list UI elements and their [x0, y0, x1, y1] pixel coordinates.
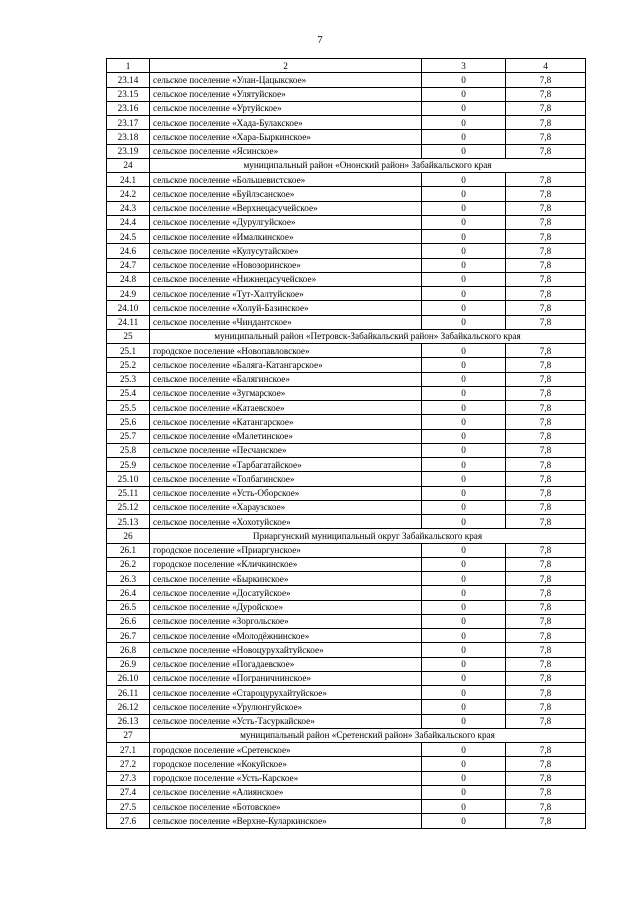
table-row	[107, 116, 586, 130]
table-row	[107, 714, 586, 728]
row-name: сельское поселение «Большевистское»	[150, 173, 422, 187]
row-number: 27.6	[107, 814, 150, 828]
row-value-3: 0	[422, 614, 506, 628]
row-name: городское поселение «Кокуйское»	[150, 757, 422, 771]
row-value-3: 0	[422, 272, 506, 286]
row-name: сельское поселение «Быркинское»	[150, 572, 422, 586]
row-name: сельское поселение «Тарбагатайское»	[150, 458, 422, 472]
row-value-4: 7,8	[506, 386, 586, 400]
row-value-4: 7,8	[506, 643, 586, 657]
header-cell-4: 4	[506, 59, 586, 73]
table-row	[107, 386, 586, 400]
row-name: сельское поселение «Усть-Оборское»	[150, 486, 422, 500]
row-number: 24.9	[107, 287, 150, 301]
group-number: 26	[107, 529, 150, 543]
group-row	[107, 329, 586, 343]
row-number: 25.9	[107, 458, 150, 472]
row-value-4: 7,8	[506, 472, 586, 486]
row-value-4: 7,8	[506, 771, 586, 785]
row-name: сельское поселение «Буйлэсанское»	[150, 187, 422, 201]
table-row	[107, 415, 586, 429]
table-row	[107, 272, 586, 286]
row-value-3: 0	[422, 130, 506, 144]
group-row	[107, 728, 586, 742]
table-row	[107, 301, 586, 315]
row-number: 25.13	[107, 515, 150, 529]
row-name: сельское поселение «Баляга-Катангарское»	[150, 358, 422, 372]
row-value-4: 7,8	[506, 743, 586, 757]
row-value-4: 7,8	[506, 757, 586, 771]
row-value-3: 0	[422, 543, 506, 557]
row-value-3: 0	[422, 814, 506, 828]
row-number: 26.13	[107, 714, 150, 728]
row-value-3: 0	[422, 144, 506, 158]
row-number: 24.1	[107, 173, 150, 187]
table-row	[107, 130, 586, 144]
row-value-3: 0	[422, 73, 506, 87]
table-row	[107, 671, 586, 685]
row-name: сельское поселение «Верхне-Куларкинское»	[150, 814, 422, 828]
row-number: 26.7	[107, 629, 150, 643]
row-value-3: 0	[422, 372, 506, 386]
row-number: 24.10	[107, 301, 150, 315]
table-row	[107, 785, 586, 799]
row-number: 26.4	[107, 586, 150, 600]
row-value-4: 7,8	[506, 557, 586, 571]
row-number: 24.8	[107, 272, 150, 286]
page-number: 7	[317, 34, 323, 46]
row-number: 24.2	[107, 187, 150, 201]
row-value-3: 0	[422, 386, 506, 400]
table-row	[107, 358, 586, 372]
row-value-4: 7,8	[506, 173, 586, 187]
row-number: 26.3	[107, 572, 150, 586]
row-name: сельское поселение «Пограничнинское»	[150, 671, 422, 685]
row-value-4: 7,8	[506, 401, 586, 415]
row-value-3: 0	[422, 629, 506, 643]
row-value-4: 7,8	[506, 116, 586, 130]
row-name: сельское поселение «Новозоринское»	[150, 258, 422, 272]
row-value-3: 0	[422, 671, 506, 685]
table-row	[107, 215, 586, 229]
row-number: 27.2	[107, 757, 150, 771]
row-name: сельское поселение «Балягинское»	[150, 372, 422, 386]
row-number: 25.7	[107, 429, 150, 443]
table-row	[107, 87, 586, 101]
row-value-4: 7,8	[506, 272, 586, 286]
row-value-4: 7,8	[506, 130, 586, 144]
row-name: сельское поселение «Кулусутайское»	[150, 244, 422, 258]
row-value-3: 0	[422, 700, 506, 714]
row-number: 27.5	[107, 800, 150, 814]
table-row	[107, 500, 586, 514]
row-name: городское поселение «Сретенское»	[150, 743, 422, 757]
table-row	[107, 73, 586, 87]
row-value-3: 0	[422, 472, 506, 486]
row-name: сельское поселение «Хохотуйское»	[150, 515, 422, 529]
row-value-4: 7,8	[506, 101, 586, 115]
row-value-4: 7,8	[506, 215, 586, 229]
row-name: сельское поселение «Ясинское»	[150, 144, 422, 158]
table-row	[107, 443, 586, 457]
table-row	[107, 315, 586, 329]
row-number: 23.19	[107, 144, 150, 158]
row-value-4: 7,8	[506, 785, 586, 799]
table-row	[107, 557, 586, 571]
row-value-3: 0	[422, 244, 506, 258]
row-number: 25.2	[107, 358, 150, 372]
row-value-4: 7,8	[506, 500, 586, 514]
row-value-3: 0	[422, 557, 506, 571]
row-name: сельское поселение «Хара-Быркинское»	[150, 130, 422, 144]
table-row	[107, 101, 586, 115]
row-value-4: 7,8	[506, 486, 586, 500]
settlements-table	[106, 58, 586, 829]
row-value-4: 7,8	[506, 372, 586, 386]
row-number: 23.16	[107, 101, 150, 115]
row-name: городское поселение «Усть-Карское»	[150, 771, 422, 785]
table-row	[107, 700, 586, 714]
row-value-4: 7,8	[506, 515, 586, 529]
group-row	[107, 529, 586, 543]
row-value-3: 0	[422, 116, 506, 130]
row-value-4: 7,8	[506, 714, 586, 728]
table-row	[107, 144, 586, 158]
row-value-4: 7,8	[506, 686, 586, 700]
row-value-3: 0	[422, 743, 506, 757]
row-name: городское поселение «Новопавловское»	[150, 344, 422, 358]
row-name: сельское поселение «Верхнецасучейское»	[150, 201, 422, 215]
row-number: 25.12	[107, 500, 150, 514]
row-value-4: 7,8	[506, 657, 586, 671]
row-name: сельское поселение «Урулюнгуйское»	[150, 700, 422, 714]
row-value-3: 0	[422, 429, 506, 443]
row-number: 24.5	[107, 230, 150, 244]
row-value-4: 7,8	[506, 600, 586, 614]
row-value-3: 0	[422, 785, 506, 799]
table-row	[107, 486, 586, 500]
row-value-3: 0	[422, 230, 506, 244]
row-name: сельское поселение «Усть-Тасуркайское»	[150, 714, 422, 728]
table-row	[107, 757, 586, 771]
row-value-4: 7,8	[506, 244, 586, 258]
group-number: 27	[107, 728, 150, 742]
row-number: 23.15	[107, 87, 150, 101]
row-value-3: 0	[422, 315, 506, 329]
table-row	[107, 643, 586, 657]
table-row	[107, 187, 586, 201]
row-number: 25.6	[107, 415, 150, 429]
row-number: 27.4	[107, 785, 150, 799]
table-row	[107, 800, 586, 814]
row-name: сельское поселение «Зоргольское»	[150, 614, 422, 628]
row-value-4: 7,8	[506, 344, 586, 358]
row-value-3: 0	[422, 358, 506, 372]
row-value-3: 0	[422, 201, 506, 215]
table-row	[107, 201, 586, 215]
row-value-3: 0	[422, 714, 506, 728]
row-number: 25.3	[107, 372, 150, 386]
row-value-4: 7,8	[506, 230, 586, 244]
row-number: 24.6	[107, 244, 150, 258]
row-value-3: 0	[422, 572, 506, 586]
row-value-4: 7,8	[506, 287, 586, 301]
row-number: 24.11	[107, 315, 150, 329]
row-name: сельское поселение «Нижнецасучейское»	[150, 272, 422, 286]
row-number: 26.12	[107, 700, 150, 714]
row-value-3: 0	[422, 757, 506, 771]
row-value-3: 0	[422, 586, 506, 600]
row-value-3: 0	[422, 600, 506, 614]
row-name: сельское поселение «Холуй-Базинское»	[150, 301, 422, 315]
row-value-4: 7,8	[506, 73, 586, 87]
group-number: 25	[107, 329, 150, 343]
row-value-3: 0	[422, 657, 506, 671]
row-number: 26.11	[107, 686, 150, 700]
table-row	[107, 287, 586, 301]
row-name: сельское поселение «Досатуйское»	[150, 586, 422, 600]
row-name: сельское поселение «Улан-Цацыкское»	[150, 73, 422, 87]
row-number: 26.5	[107, 600, 150, 614]
row-value-4: 7,8	[506, 700, 586, 714]
row-value-4: 7,8	[506, 415, 586, 429]
table-row	[107, 743, 586, 757]
row-number: 25.8	[107, 443, 150, 457]
row-number: 23.17	[107, 116, 150, 130]
row-number: 26.1	[107, 543, 150, 557]
row-number: 24.3	[107, 201, 150, 215]
row-name: сельское поселение «Погадаевское»	[150, 657, 422, 671]
table-row	[107, 458, 586, 472]
row-name: сельское поселение «Хада-Булакское»	[150, 116, 422, 130]
row-value-4: 7,8	[506, 629, 586, 643]
table-row	[107, 771, 586, 785]
table-row	[107, 230, 586, 244]
row-name: сельское поселение «Уртуйское»	[150, 101, 422, 115]
row-number: 26.6	[107, 614, 150, 628]
table-row	[107, 814, 586, 828]
row-value-3: 0	[422, 173, 506, 187]
row-name: сельское поселение «Дуройское»	[150, 600, 422, 614]
table-row	[107, 173, 586, 187]
row-value-3: 0	[422, 344, 506, 358]
row-value-4: 7,8	[506, 301, 586, 315]
row-name: сельское поселение «Тут-Халтуйское»	[150, 287, 422, 301]
row-number: 25.11	[107, 486, 150, 500]
table-row	[107, 515, 586, 529]
row-value-4: 7,8	[506, 586, 586, 600]
table-row	[107, 344, 586, 358]
table-row	[107, 472, 586, 486]
row-value-4: 7,8	[506, 800, 586, 814]
row-value-3: 0	[422, 415, 506, 429]
row-name: сельское поселение «Ботовское»	[150, 800, 422, 814]
row-number: 26.2	[107, 557, 150, 571]
row-name: сельское поселение «Катангарское»	[150, 415, 422, 429]
table-row	[107, 258, 586, 272]
row-number: 25.5	[107, 401, 150, 415]
row-name: сельское поселение «Малетинское»	[150, 429, 422, 443]
header-cell-2: 2	[150, 59, 422, 73]
group-title: муниципальный район «Ононский район» Забайкальского края	[150, 158, 586, 172]
table-body	[107, 59, 586, 829]
row-value-3: 0	[422, 500, 506, 514]
row-number: 24.7	[107, 258, 150, 272]
row-name: сельское поселение «Алиянское»	[150, 785, 422, 799]
row-value-3: 0	[422, 101, 506, 115]
row-name: сельское поселение «Хараузское»	[150, 500, 422, 514]
row-number: 23.14	[107, 73, 150, 87]
row-value-4: 7,8	[506, 87, 586, 101]
row-name: сельское поселение «Ималкинское»	[150, 230, 422, 244]
row-number: 25.4	[107, 386, 150, 400]
row-value-3: 0	[422, 401, 506, 415]
table-row	[107, 401, 586, 415]
table-row	[107, 572, 586, 586]
row-value-4: 7,8	[506, 671, 586, 685]
table-row	[107, 244, 586, 258]
table-header-row	[107, 59, 586, 73]
row-value-3: 0	[422, 458, 506, 472]
row-name: сельское поселение «Чиндантское»	[150, 315, 422, 329]
row-value-3: 0	[422, 443, 506, 457]
row-value-4: 7,8	[506, 315, 586, 329]
row-number: 27.1	[107, 743, 150, 757]
row-value-3: 0	[422, 287, 506, 301]
row-name: сельское поселение «Катаевское»	[150, 401, 422, 415]
row-value-3: 0	[422, 301, 506, 315]
row-name: сельское поселение «Дурулгуйское»	[150, 215, 422, 229]
row-number: 25.10	[107, 472, 150, 486]
row-value-4: 7,8	[506, 358, 586, 372]
header-cell-3: 3	[422, 59, 506, 73]
group-row	[107, 158, 586, 172]
table-row	[107, 657, 586, 671]
group-title: Приаргунский муниципальный округ Забайкальского края	[150, 529, 586, 543]
group-title: муниципальный район «Петровск-Забайкальский район» Забайкальского края	[150, 329, 586, 343]
row-value-3: 0	[422, 643, 506, 657]
row-value-4: 7,8	[506, 572, 586, 586]
row-name: сельское поселение «Толбагинское»	[150, 472, 422, 486]
row-number: 26.9	[107, 657, 150, 671]
row-number: 25.1	[107, 344, 150, 358]
row-name: городское поселение «Кличкинское»	[150, 557, 422, 571]
table-row	[107, 600, 586, 614]
row-number: 27.3	[107, 771, 150, 785]
row-name: сельское поселение «Песчанское»	[150, 443, 422, 457]
row-value-4: 7,8	[506, 458, 586, 472]
row-value-4: 7,8	[506, 258, 586, 272]
row-value-4: 7,8	[506, 814, 586, 828]
row-value-3: 0	[422, 258, 506, 272]
row-value-4: 7,8	[506, 614, 586, 628]
row-name: сельское поселение «Улятуйское»	[150, 87, 422, 101]
row-number: 26.8	[107, 643, 150, 657]
table-row	[107, 372, 586, 386]
row-name: сельское поселение «Молодёжнинское»	[150, 629, 422, 643]
row-value-3: 0	[422, 515, 506, 529]
row-value-3: 0	[422, 187, 506, 201]
row-name: городское поселение «Приаргунское»	[150, 543, 422, 557]
table-row	[107, 429, 586, 443]
row-value-3: 0	[422, 686, 506, 700]
table-row	[107, 586, 586, 600]
table-row	[107, 629, 586, 643]
row-value-4: 7,8	[506, 429, 586, 443]
row-name: сельское поселение «Староцурухайтуйское»	[150, 686, 422, 700]
row-value-3: 0	[422, 771, 506, 785]
row-value-3: 0	[422, 486, 506, 500]
table-row	[107, 686, 586, 700]
row-value-3: 0	[422, 215, 506, 229]
row-name: сельское поселение «Зугмарское»	[150, 386, 422, 400]
row-number: 24.4	[107, 215, 150, 229]
row-value-4: 7,8	[506, 144, 586, 158]
row-value-3: 0	[422, 800, 506, 814]
header-cell-1: 1	[107, 59, 150, 73]
row-value-4: 7,8	[506, 187, 586, 201]
row-number: 26.10	[107, 671, 150, 685]
row-value-3: 0	[422, 87, 506, 101]
row-number: 23.18	[107, 130, 150, 144]
row-value-4: 7,8	[506, 443, 586, 457]
group-title: муниципальный район «Сретенский район» Забайкальского края	[150, 728, 586, 742]
table-row	[107, 614, 586, 628]
group-number: 24	[107, 158, 150, 172]
table-row	[107, 543, 586, 557]
row-value-4: 7,8	[506, 543, 586, 557]
row-name: сельское поселение «Новоцурухайтуйское»	[150, 643, 422, 657]
row-value-4: 7,8	[506, 201, 586, 215]
